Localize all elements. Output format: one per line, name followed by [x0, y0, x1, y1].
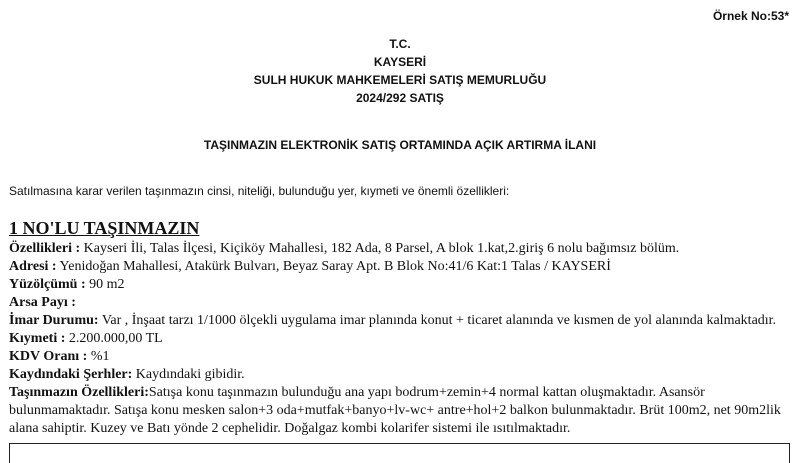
court-header: [0, 35, 800, 107]
header-line-city: KAYSERİ: [373, 55, 427, 69]
address-row: [9, 258, 791, 276]
value-value: 2.200.000,00 TL: [65, 331, 163, 346]
zoning-row: [9, 312, 791, 330]
notice-title: TAŞINMAZIN ELEKTRONİK SATIŞ ORTAMINDA AÇIK ARTIRMA İLANI: [203, 138, 597, 152]
features-label: Özellikleri :: [9, 241, 81, 256]
area-value: 90 m2: [85, 277, 125, 292]
property-section: [9, 217, 791, 438]
header-line-office: SULH HUKUK MAHKEMELERİ SATIŞ MEMURLUĞU: [253, 73, 547, 87]
restrictions-label: Kaydındaki Şerhler:: [9, 367, 133, 382]
vat-label: KDV Oranı :: [9, 349, 88, 364]
vat-row: [9, 348, 791, 366]
details-value: Satışa konu taşınmazın bulunduğu ana yapı bodrum+zemin+4 normal kattan oluşmaktadır. Asansör bulunmamaktadır. Satışa konu mesken salon+3 oda+mutfak+banyo+lv-wc+ antre+hol+2 balkon bulunmaktadır. Brüt 100m2, net 90m2lik alana sahiptir. Kuzey ve Batı yönde 2 cephelidir. Doğalgaz kombi kolarifer sistemi ile ısıtılmaktadır.: [9, 385, 781, 436]
features-value: Kayseri İli, Talas İlçesi, Kiçiköy Mahallesi, 182 Ada, 8 Parsel, A blok 1.kat,2.giriş 6 nolu bağımsız bölüm.: [80, 241, 680, 256]
land-share-label: Arsa Payı :: [9, 295, 76, 310]
zoning-value: Var , İnşaat tarzı 1/1000 ölçekli uygulama imar planında konut + ticaret alanında ve kısmen de yol alanında kalmaktadır.: [98, 313, 777, 328]
address-value: Yenidoğan Mahallesi, Atakürk Bulvarı, Beyaz Saray Apt. B Blok No:41/6 Kat:1 Talas / KAYSERİ: [56, 259, 611, 274]
restrictions-value: Kaydındaki gibidir.: [132, 367, 245, 382]
area-label: Yüzölçümü :: [9, 277, 86, 292]
intro-text: Satılmasına karar verilen taşınmazın cinsi, niteliği, bulunduğu yer, kıymeti ve önemli özellikleri:: [9, 184, 510, 198]
property-heading: 1 NO'LU TAŞINMAZIN: [9, 218, 200, 238]
address-label: Adresi :: [9, 259, 57, 274]
area-row: [9, 276, 791, 294]
value-row: [9, 330, 791, 348]
restrictions-row: [9, 366, 791, 384]
sample-number: Örnek No:53*: [712, 9, 789, 23]
header-line-tc: T.C.: [389, 37, 411, 51]
value-label: Kıymeti :: [9, 331, 66, 346]
next-section-box: [9, 443, 790, 463]
land-share-row: [9, 294, 791, 312]
header-line-case-no: 2024/292 SATIŞ: [356, 91, 444, 105]
vat-value: %1: [87, 349, 110, 364]
zoning-label: İmar Durumu:: [9, 313, 99, 328]
features-row: [9, 240, 791, 258]
details-row: [9, 384, 791, 438]
details-label: Taşınmazın Özellikleri:: [9, 385, 149, 400]
